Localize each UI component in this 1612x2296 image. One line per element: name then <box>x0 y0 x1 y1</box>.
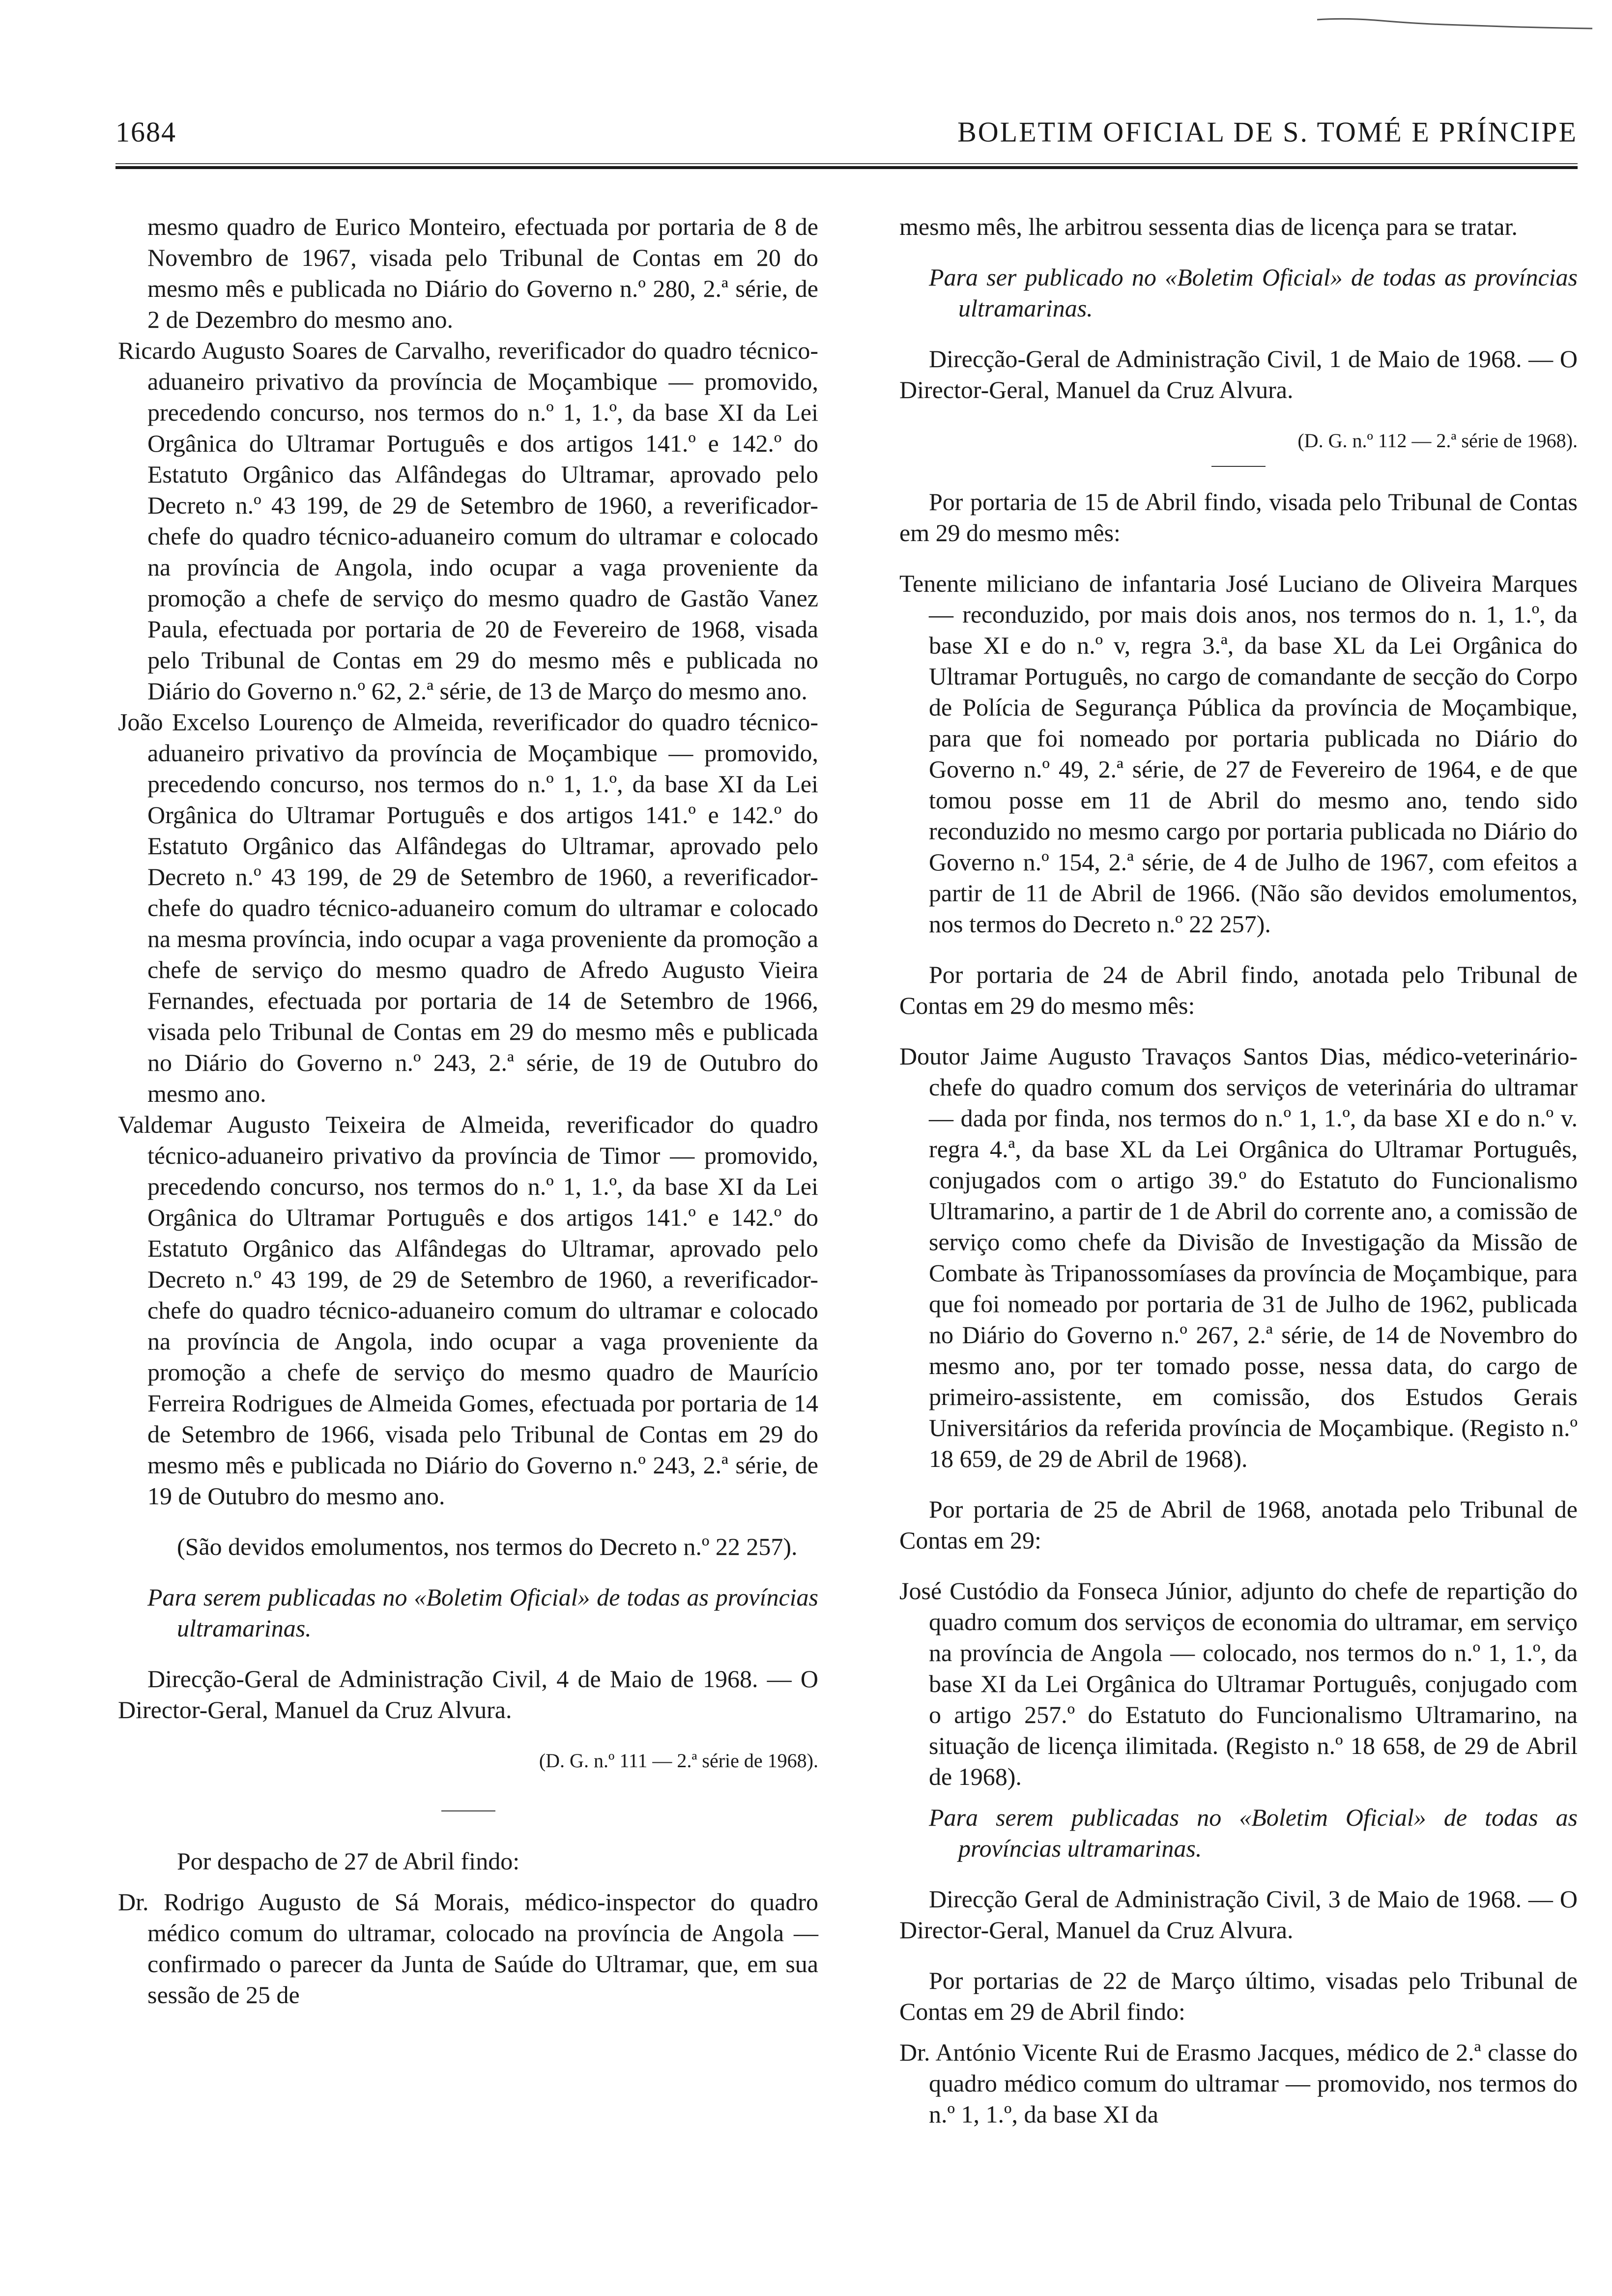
portaria-heading-4: Por portarias de 22 de Março último, visadas pelo Tribunal de Contas em 29 de Abril findo: <box>899 1967 1578 2025</box>
page-header <box>115 111 1578 155</box>
emolumentos-note: (São devidos emolumentos, nos termos do Decreto n.º 22 257). <box>177 1533 798 1560</box>
publication-note-1: Para ser publicado no «Boletim Oficial» de todas as províncias ultramarinas. <box>929 263 1578 322</box>
entry-jose-fonseca: José Custódio da Fonseca Júnior, adjunto do chefe de repartição do quadro comum dos serviços de economia do ultramar, em serviço na província de Angola — colocado, nos termos do n.º 1, 1.º, da base XI da Lei Orgânica do Ultramar Português, conjugado com o artigo 257.º do Estatuto do Funcionalismo Ultramarino, na situação de licença ilimitada. (Registo n.º 18 658, de 29 de Abril de 1968). <box>899 1577 1578 1790</box>
right-column <box>899 211 1578 2130</box>
direccao-signature: Direcção-Geral de Administração Civil, 4 de Maio de 1968. — O Director-Geral, Manuel da Cruz Alvura. <box>118 1665 818 1723</box>
publication-note-2: Para serem publicadas no «Boletim Oficial» de todas as províncias ultramarinas. <box>929 1804 1578 1862</box>
entry-valdemar-almeida: Valdemar Augusto Teixeira de Almeida, reverificador do quadro técnico-aduaneiro privativo da província de Timor — promovido, precedendo concurso, nos termos do n.º 1, 1.º, da base XI da Lei Orgânica do Ultramar Português e dos artigos 141.º e 142.º do Estatuto Orgânico das Alfândegas do Ultramar, aprovado pelo Decreto n.º 43 199, de 29 de Setembro de 1960, a reverificador-chefe do quadro técnico-aduaneiro comum do ultramar e colocado na província de Angola, indo ocupar a vaga proveniente da promoção a chefe de serviço do mesmo quadro de Maurício Ferreira Rodrigues de Almeida Gomes, efectuada por portaria de 14 de Setembro de 1966, visada pelo Tribunal de Contas em 29 do mesmo mês e publicada no Diário do Governo n.º 243, 2.ª série, de 19 de Outubro do mesmo ano. <box>118 1111 818 1510</box>
entry-jose-marques: Tenente miliciano de infantaria José Luciano de Oliveira Marques — reconduzido, por mais dois anos, nos termos do n. 1, 1.º, da base XI e do n.º v, regra 3.ª, da base XL da Lei Orgânica do Ultramar Português, no cargo de comandante de secção do Corpo de Polícia de Segurança Pública da província de Moçambique, para que foi nomeado por portaria publicada no Diário do Governo n.º 49, 2.ª série, de 27 de Fevereiro de 1964, e de que tomou posse em 11 de Abril do mesmo ano, tendo sido reconduzido no mesmo cargo por portaria publicada no Diário do Governo n.º 154, 2.ª série, de 4 de Julho de 1967, com efeitos a partir de 11 de Abril de 1966. (Não são devidos emolumentos, nos termos do Decreto n.º 22 257). <box>899 570 1578 938</box>
paragraph-continuation-right: mesmo mês, lhe arbitrou sessenta dias de licença para se tratar. <box>899 213 1518 240</box>
publication-note: Para serem publicadas no «Boletim Oficial» de todas as províncias ultramarinas. <box>147 1583 818 1642</box>
diario-reference: (D. G. n.º 111 — 2.ª série de 1968). <box>539 1750 818 1772</box>
running-title: BOLETIM OFICIAL DE S. TOMÉ E PRÍNCIPE <box>957 116 1578 148</box>
header-rule <box>115 166 1578 169</box>
direccao-signature-1: Direcção-Geral de Administração Civil, 1 de Maio de 1968. — O Director-Geral, Manuel da Cruz Alvura. <box>899 345 1578 403</box>
entry-rodrigo-morais: Dr. Rodrigo Augusto de Sá Morais, médico-inspector do quadro médico comum do ultramar, colocado na província de Angola — confirmado o parecer da Junta de Saúde do Ultramar, que, em sua sessão de 25 de <box>118 1888 818 2009</box>
entry-antonio-jacques: Dr. António Vicente Rui de Erasmo Jacques, médico de 2.ª classe do quadro médico comum do ultramar — promovido, nos termos do n.º 1, 1.º, da base XI da <box>899 2038 1578 2128</box>
despacho-heading: Por despacho de 27 de Abril findo: <box>177 1847 520 1875</box>
left-column <box>118 211 818 2010</box>
page-number: 1684 <box>115 116 176 148</box>
entry-jaime-dias: Doutor Jaime Augusto Travaços Santos Dias, médico-veterinário-chefe do quadro comum dos serviços de veterinária do ultramar — dada por finda, nos termos do n.º 1, 1.º, da base XI e do n.º v. regra 4.ª, da base XL da Lei Orgânica do Ultramar Português, conjugados com o artigo 39.º do Estatuto do Funcionalismo Ultramarino, a partir de 1 de Abril do corrente ano, a comissão de serviço como chefe da Divisão de Investigação da Missão de Combate às Tripanossomíases da província de Moçambique, para que foi nomeado por portaria de 31 de Julho de 1962, publicada no Diário do Governo n.º 267, 2.ª série, de 14 de Novembro do mesmo ano, por ter tomado posse, nessa data, do cargo de primeiro-assistente, em comissão, dos Estudos Gerais Universitários da referida província de Moçambique. (Registo n.º 18 659, de 29 de Abril de 1968). <box>899 1042 1578 1472</box>
entry-ricardo-carvalho: Ricardo Augusto Soares de Carvalho, reverificador do quadro técnico-aduaneiro privativo da província de Moçambique — promovido, precedendo concurso, nos termos do n.º 1, 1.º, da base XI da Lei Orgânica do Ultramar Português e dos artigos 141.º e 142.º do Estatuto Orgânico das Alfândegas do Ultramar, aprovado pelo Decreto n.º 43 199, de 29 de Setembro de 1960, a reverificador-chefe do quadro técnico-aduaneiro comum do ultramar e colocado na província de Angola, indo ocupar a vaga proveniente da promoção a chefe de serviço do mesmo quadro de Gastão Vanez Paula, efectuada por portaria de 20 de Fevereiro de 1968, visada pelo Tribunal de Contas em 29 do mesmo mês e publicada no Diário do Governo n.º 62, 2.ª série, de 13 de Março do mesmo ano. <box>118 337 818 705</box>
diario-reference-1: (D. G. n.º 112 — 2.ª série de 1968). <box>1297 430 1578 452</box>
paragraph-continuation: mesmo quadro de Eurico Monteiro, efectuada por portaria de 8 de Novembro de 1967, visada pelo Tribunal de Contas em 20 do mesmo mês e publicada no Diário do Governo n.º 280, 2.ª série, de 2 de Dezembro do mesmo ano. <box>147 213 818 333</box>
portaria-heading-2: Por portaria de 24 de Abril findo, anotada pelo Tribunal de Contas em 29 do mesmo mês: <box>899 961 1578 1019</box>
portaria-heading-3: Por portaria de 25 de Abril de 1968, anotada pelo Tribunal de Contas em 29: <box>899 1495 1578 1554</box>
entry-joao-almeida: João Excelso Lourenço de Almeida, reverificador do quadro técnico-aduaneiro privativo da província de Moçambique — promovido, precedendo concurso, nos termos do n.º 1, 1.º, da base XI da Lei Orgânica do Ultramar Português e dos artigos 141.º e 142.º do Estatuto Orgânico das Alfândegas do Ultramar, aprovado pelo Decreto n.º 43 199, de 29 de Setembro de 1960, a reverificador-chefe do quadro técnico-aduaneiro comum do ultramar e colocado na mesma província, indo ocupar a vaga proveniente da promoção a chefe de serviço do mesmo quadro de Afredo Augusto Vieira Fernandes, efectuada por portaria de 14 de Setembro de 1966, visada pelo Tribunal de Contas em 29 do mesmo mês e publicada no Diário do Governo n.º 243, 2.ª série, de 19 de Outubro do mesmo ano. <box>118 708 818 1107</box>
portaria-heading-1: Por portaria de 15 de Abril findo, visada pelo Tribunal de Contas em 29 do mesmo mês: <box>899 488 1578 546</box>
direccao-signature-2: Direcção Geral de Administração Civil, 3 de Maio de 1968. — O Director-Geral, Manuel da Cruz Alvura. <box>899 1885 1578 1944</box>
header-rule-thin <box>115 163 1578 164</box>
scan-artifact-stroke <box>1317 16 1592 30</box>
